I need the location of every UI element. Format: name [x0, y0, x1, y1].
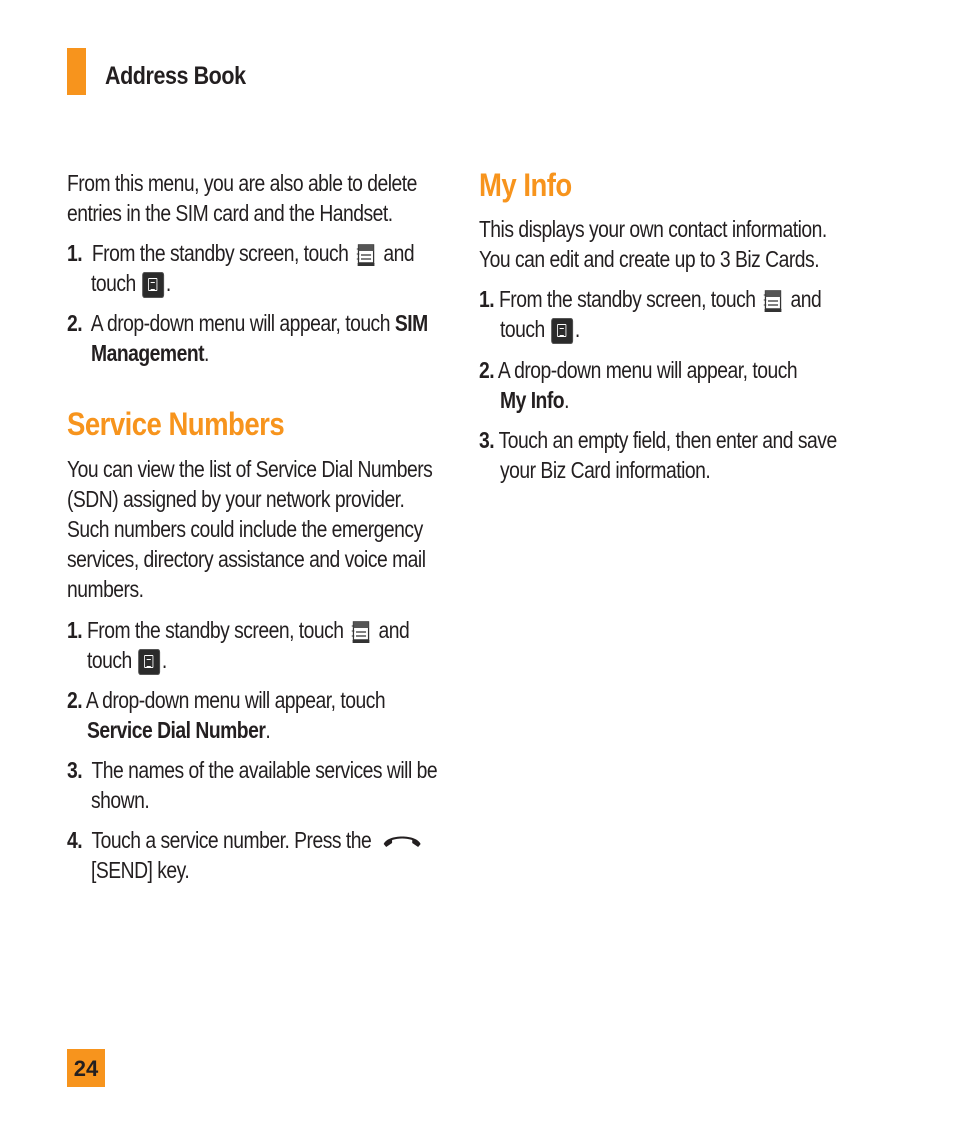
- service-step-2-line-2: [87, 715, 270, 745]
- my-info-step-3-line-1: [479, 425, 837, 455]
- step-number: 2.: [479, 357, 495, 383]
- my-info-desc-1: This displays your own contact information.: [479, 216, 827, 242]
- period: .: [574, 316, 580, 342]
- menu-icon: [138, 649, 160, 675]
- intro-line-2: entries in the SIM card and the Handset.: [67, 200, 393, 226]
- step-text: touch: [91, 270, 136, 296]
- left-step-1-line-2: [91, 268, 171, 298]
- service-step-2-line-1: [67, 685, 385, 715]
- step-text: From the standby screen, touch: [91, 240, 349, 266]
- left-step-2-line-1: [67, 308, 428, 338]
- service-desc-1: You can view the list of Service Dial Numbers: [67, 456, 433, 482]
- step-number: 3.: [479, 427, 495, 453]
- service-numbers-heading: Service Numbers: [67, 406, 285, 442]
- step-text: From the standby screen, touch: [86, 617, 344, 643]
- service-step-3-line-1: [67, 755, 437, 785]
- menu-option-bold: Management: [91, 340, 205, 366]
- my-info-step-1-line-2: [500, 314, 580, 344]
- step-text: A drop-down menu will appear, touch: [85, 687, 386, 713]
- step-number: 3.: [67, 757, 83, 783]
- step-text: and: [383, 240, 415, 266]
- period: .: [265, 717, 271, 743]
- service-step-1-line-2: [87, 645, 167, 675]
- address-book-icon: [350, 618, 372, 646]
- step-text: Touch a service number. Press the: [91, 827, 372, 853]
- step-text: touch: [500, 316, 545, 342]
- service-step-4-line-2: [SEND] key.: [91, 857, 190, 883]
- period: .: [204, 340, 209, 366]
- service-desc-4: services, directory assistance and voice mail: [67, 546, 426, 572]
- service-step-4-line-1: [67, 825, 423, 857]
- section-title: Address Book: [105, 62, 246, 90]
- step-number: 2.: [67, 310, 83, 336]
- my-info-heading: My Info: [479, 167, 572, 203]
- my-info-step-2-line-2: [500, 385, 569, 415]
- step-text: and: [790, 286, 822, 312]
- step-text: The names of the available services will be: [91, 757, 438, 783]
- step-number: 4.: [67, 827, 83, 853]
- period: .: [161, 647, 167, 673]
- service-desc-3: Such numbers could include the emergency: [67, 516, 423, 542]
- step-number: 1.: [479, 286, 495, 312]
- step-text: Touch an empty field, then enter and save: [498, 427, 837, 453]
- step-number: 1.: [67, 617, 83, 643]
- address-book-icon: [355, 241, 377, 269]
- menu-option-bold: My Info: [500, 387, 565, 413]
- period: .: [564, 387, 569, 413]
- service-step-1-line-1: [67, 615, 409, 646]
- menu-option-bold: Service Dial Number: [87, 717, 266, 743]
- step-text: From the standby screen, touch: [498, 286, 756, 312]
- left-step-1-line-1: [67, 238, 414, 269]
- menu-icon: [142, 272, 164, 298]
- step-text: touch: [87, 647, 132, 673]
- step-number: 2.: [67, 687, 83, 713]
- step-text: A drop-down menu will appear, touch: [497, 357, 798, 383]
- service-step-3-line-2: shown.: [91, 787, 150, 813]
- intro-line-1: From this menu, you are also able to delete: [67, 170, 417, 196]
- service-desc-2: (SDN) assigned by your network provider.: [67, 486, 405, 512]
- address-book-icon: [762, 287, 784, 315]
- service-desc-5: numbers.: [67, 576, 144, 602]
- section-tab: [67, 48, 86, 95]
- menu-option-bold: SIM: [394, 310, 428, 336]
- step-number: 1.: [67, 240, 83, 266]
- my-info-desc-2: You can edit and create up to 3 Biz Cards.: [479, 246, 820, 272]
- my-info-step-3-line-2: your Biz Card information.: [500, 457, 711, 483]
- my-info-step-1-line-1: [479, 284, 821, 315]
- step-text: and: [378, 617, 410, 643]
- period: .: [165, 270, 171, 296]
- menu-icon: [551, 318, 573, 344]
- page-number: 24: [67, 1049, 105, 1087]
- send-key-icon: [381, 827, 423, 857]
- left-step-2-line-2: [91, 338, 209, 368]
- my-info-step-2-line-1: [479, 355, 797, 385]
- step-text: A drop-down menu will appear, touch: [90, 310, 390, 336]
